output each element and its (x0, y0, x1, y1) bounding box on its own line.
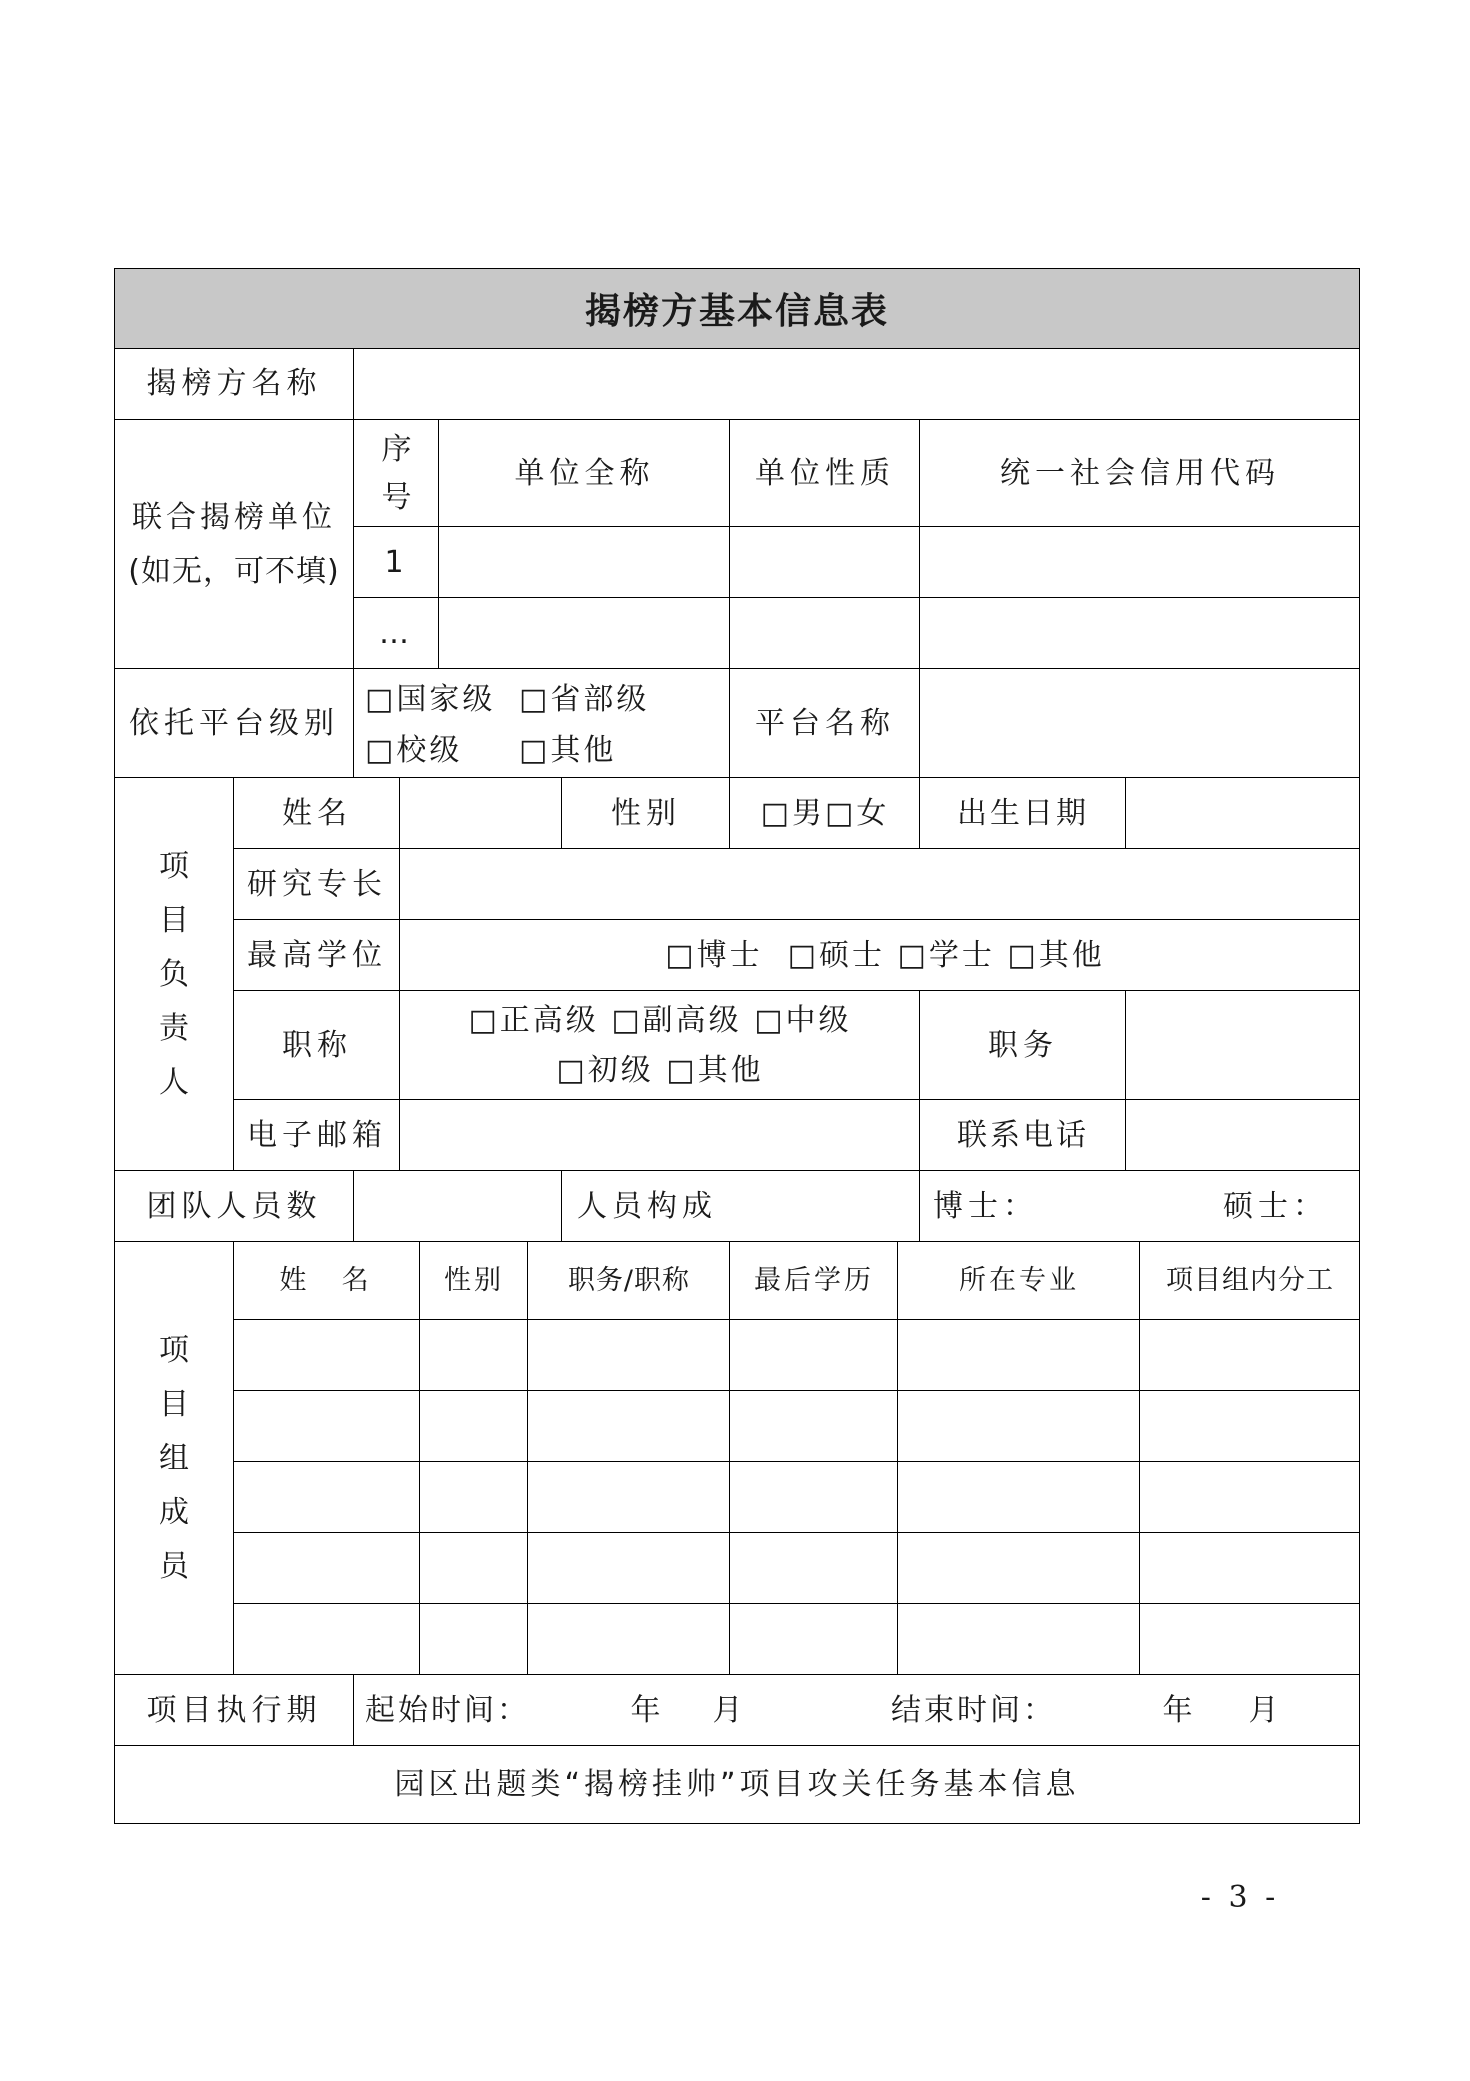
joint-row1-nature-field[interactable] (731, 528, 919, 597)
members-col-major: 所在专业 (959, 1265, 1079, 1296)
col-seq-line1: 序 (381, 431, 412, 467)
period-start-month: 月 (712, 1692, 748, 1728)
applicant-name-field[interactable] (355, 349, 1359, 419)
leader-position-field[interactable] (1127, 992, 1359, 1099)
leader-email-field[interactable] (401, 1101, 919, 1170)
period-end-year: 年 (1162, 1692, 1198, 1728)
leader-degree-options[interactable]: □博士 □硕士 □学士 □其他 (665, 937, 1105, 973)
col-unit-nature: 单位性质 (755, 455, 895, 491)
leader-gender-label: 性别 (611, 795, 681, 831)
platform-level-label: 依托平台级别 (129, 705, 339, 741)
joint-row1-seq: 1 (384, 544, 409, 580)
leader-birth-label: 出生日期 (957, 795, 1089, 831)
applicant-name-label: 揭榜方名称 (146, 366, 322, 401)
members-label-char: 目 (159, 1386, 189, 1422)
team-composition-label: 人员构成 (577, 1188, 717, 1224)
leader-title-options[interactable] (401, 992, 919, 1099)
members-label-char: 员 (159, 1548, 189, 1584)
members-col-gender: 性别 (444, 1265, 504, 1296)
col-seq-header (355, 421, 438, 526)
joint-row2-code-field[interactable] (921, 599, 1359, 668)
col-credit-code: 统一社会信用代码 (1000, 455, 1280, 491)
leader-phone-field[interactable] (1127, 1101, 1359, 1170)
members-col-name: 姓 名 (279, 1265, 375, 1296)
period-start-label: 起始时间： (365, 1692, 530, 1728)
form-footer-caption: 园区出题类“揭榜挂帅”项目攻关任务基本信息 (394, 1767, 1080, 1802)
platform-opt-other[interactable]: □其他 (519, 733, 617, 768)
platform-name-field[interactable] (921, 670, 1359, 777)
team-master-label: 硕士： (1223, 1188, 1328, 1224)
members-col-education: 最后学历 (754, 1265, 874, 1296)
period-label: 项目执行期 (146, 1692, 322, 1728)
platform-opt-provincial[interactable]: □省部级 (519, 682, 650, 717)
leader-label-char: 人 (159, 1064, 189, 1100)
members-label-char: 成 (159, 1494, 189, 1530)
leader-name-label: 姓名 (282, 795, 352, 831)
period-start-year: 年 (630, 1692, 666, 1728)
members-col-division: 项目组内分工 (1166, 1265, 1334, 1296)
leader-label-char: 项 (159, 848, 189, 884)
leader-expertise-field[interactable] (401, 850, 1359, 919)
leader-position-label: 职务 (988, 1027, 1058, 1063)
period-end-label: 结束时间： (891, 1692, 1056, 1728)
leader-phone-label: 联系电话 (957, 1117, 1089, 1153)
joint-row1-code-field[interactable] (921, 528, 1359, 597)
platform-name-label: 平台名称 (755, 705, 895, 741)
leader-name-field[interactable] (401, 779, 561, 848)
members-col-title: 职务/职称 (567, 1265, 691, 1296)
leader-email-label: 电子邮箱 (247, 1117, 387, 1153)
period-end-month: 月 (1248, 1692, 1284, 1728)
members-section-label (115, 1243, 233, 1674)
joint-row2-name-field[interactable] (440, 599, 729, 668)
leader-title-label: 职称 (282, 1027, 352, 1063)
leader-label-char: 责 (159, 1010, 189, 1046)
page-number: - 3 - (1200, 1879, 1280, 1915)
leader-title-options-line2[interactable]: □初级 □其他 (556, 1052, 764, 1088)
joint-row1-name-field[interactable] (440, 528, 729, 597)
members-label-char: 组 (159, 1440, 189, 1476)
platform-opt-school[interactable]: □校级 (365, 733, 463, 768)
leader-gender-options[interactable]: □男□女 (760, 795, 890, 831)
col-unit-full-name: 单位全称 (514, 455, 655, 491)
leader-title-options-line1[interactable]: □正高级 □副高级 □中级 (468, 1002, 852, 1038)
leader-label-char: 目 (159, 902, 189, 938)
joint-units-label (115, 421, 353, 668)
team-phd-label: 博士： (933, 1188, 1038, 1224)
info-form-table (114, 268, 1360, 1824)
leader-birth-field[interactable] (1127, 779, 1359, 848)
col-seq-line2: 号 (381, 479, 412, 515)
leader-section-label (115, 779, 233, 1170)
form-title: 揭榜方基本信息表 (115, 269, 1359, 349)
members-label-char: 项 (159, 1332, 189, 1368)
team-count-label: 团队人员数 (146, 1188, 322, 1224)
team-count-field[interactable] (355, 1172, 561, 1241)
joint-units-label-line2: (如无，可不填) (128, 553, 340, 589)
leader-expertise-label: 研究专长 (247, 866, 387, 902)
platform-opt-national[interactable]: □国家级 (365, 682, 496, 717)
leader-label-char: 负 (159, 956, 189, 992)
joint-row2-seq: … (379, 615, 414, 651)
joint-row2-nature-field[interactable] (731, 599, 919, 668)
joint-units-label-line1: 联合揭榜单位 (132, 499, 336, 535)
leader-degree-label: 最高学位 (247, 937, 387, 973)
